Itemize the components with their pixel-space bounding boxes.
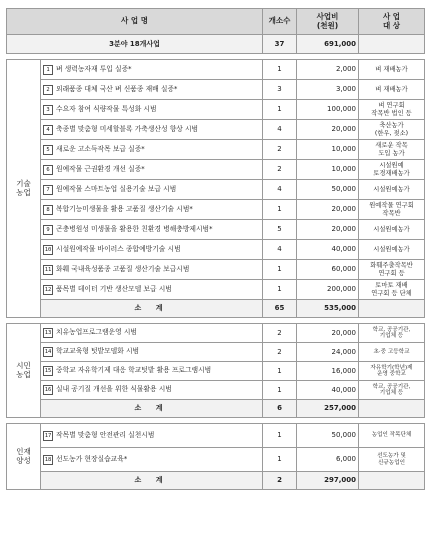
target-line1: 학교, 공공기관, bbox=[372, 326, 411, 333]
item-number-badge: 15 bbox=[44, 368, 52, 374]
count-cell: 1 bbox=[263, 260, 297, 280]
project-name: 품목별 데이터 기반 생산모델 보급 시범 bbox=[56, 284, 172, 293]
subtotal-budget: 257,000 bbox=[297, 400, 359, 418]
table-row bbox=[7, 280, 425, 300]
project-name: 복합기능미생물을 활용 고품질 생산기술 시범* bbox=[56, 204, 193, 213]
subtotal-count: 6 bbox=[263, 400, 297, 418]
target-line1: 선도농가 및 bbox=[377, 453, 406, 460]
project-name-cell bbox=[41, 280, 263, 300]
project-name: 시설원예작물 바이러스 종합예방기술 시범 bbox=[56, 244, 181, 253]
header-target-line1: 사 업 bbox=[382, 11, 401, 21]
budget-cell: 50,000 bbox=[297, 424, 359, 448]
subtotal-label: 소 계 bbox=[41, 300, 263, 318]
target-line2: 운영 중학교 bbox=[377, 371, 406, 377]
budget-cell: 60,000 bbox=[297, 260, 359, 280]
table-row bbox=[7, 362, 425, 381]
table-row bbox=[7, 448, 425, 472]
header-target-line2: 대 상 bbox=[382, 20, 401, 30]
table-row bbox=[7, 381, 425, 400]
budget-cell: 20,000 bbox=[297, 120, 359, 140]
subtotal-row bbox=[7, 472, 425, 490]
project-name: 화훼 국내육성품종 고품질 생산기술 보급시범 bbox=[56, 264, 190, 273]
target-cell bbox=[359, 240, 425, 260]
target-line2: 작목반 법인 등 bbox=[371, 109, 412, 117]
total-label: 3분야 18개사업 bbox=[7, 35, 263, 54]
total-target-empty bbox=[359, 35, 425, 54]
target-line1: 벼 재배농가 bbox=[375, 65, 408, 73]
count-cell: 4 bbox=[263, 180, 297, 200]
project-name-cell bbox=[41, 324, 263, 343]
subtotal-label: 소 계 bbox=[41, 472, 263, 490]
project-name-cell bbox=[41, 448, 263, 472]
project-name: 학교교육형 텃밭모델화 시범 bbox=[56, 347, 140, 356]
subtotal-target-empty bbox=[359, 400, 425, 418]
total-row bbox=[7, 35, 425, 54]
target-line1: 시설원예농가 bbox=[373, 245, 410, 253]
table-row bbox=[7, 200, 425, 220]
project-name: 수요자 참여 식량작물 특성화 시범 bbox=[56, 104, 157, 113]
item-number-badge: 7 bbox=[43, 185, 53, 195]
item-number-badge: 2 bbox=[43, 85, 53, 95]
target-cell bbox=[359, 200, 425, 220]
category-line1: 기술 bbox=[16, 178, 31, 188]
table-row bbox=[7, 140, 425, 160]
header-target bbox=[359, 9, 425, 35]
total-budget: 691,000 bbox=[297, 35, 359, 54]
target-line1: 시설원예농가 bbox=[373, 185, 410, 193]
count-cell: 1 bbox=[263, 381, 297, 400]
subtotal-row bbox=[7, 300, 425, 318]
count-cell: 5 bbox=[263, 220, 297, 240]
budget-cell: 10,000 bbox=[297, 140, 359, 160]
target-line2: 도입 농가 bbox=[378, 149, 405, 157]
target-cell bbox=[359, 180, 425, 200]
item-number-badge: 14 bbox=[44, 349, 52, 355]
count-cell: 4 bbox=[263, 120, 297, 140]
count-cell: 2 bbox=[263, 324, 297, 343]
project-name-cell bbox=[41, 424, 263, 448]
total-count: 37 bbox=[263, 35, 297, 54]
project-name: 치유농업프로그램운영 시범 bbox=[56, 328, 137, 337]
header-budget-line2: (천원) bbox=[316, 20, 339, 30]
project-table bbox=[6, 8, 425, 490]
target-line1: 벼 연구회 bbox=[378, 102, 405, 110]
table-row bbox=[7, 120, 425, 140]
budget-cell: 10,000 bbox=[297, 160, 359, 180]
project-name: 선도농가 현장실습교육* bbox=[56, 454, 128, 463]
project-name: 원예작물 근권환경 개선 실증* bbox=[56, 164, 145, 173]
target-cell bbox=[359, 424, 425, 448]
project-name-cell bbox=[41, 220, 263, 240]
budget-cell: 40,000 bbox=[297, 240, 359, 260]
budget-cell: 6,000 bbox=[297, 448, 359, 472]
project-name: 새로운 고소득작목 보급 실증* bbox=[56, 144, 145, 153]
budget-cell: 2,000 bbox=[297, 60, 359, 80]
item-number-badge: 8 bbox=[43, 205, 53, 215]
subtotal-target-empty bbox=[359, 472, 425, 490]
target-cell bbox=[359, 260, 425, 280]
target-cell bbox=[359, 220, 425, 240]
project-name: 실내 공기질 개선을 위한 식물활용 시범 bbox=[56, 385, 172, 394]
budget-cell: 40,000 bbox=[297, 381, 359, 400]
subtotal-label: 소 계 bbox=[41, 400, 263, 418]
item-number-badge: 5 bbox=[43, 145, 53, 155]
project-name-cell bbox=[41, 180, 263, 200]
budget-cell: 16,000 bbox=[297, 362, 359, 381]
project-name-cell bbox=[41, 200, 263, 220]
target-line1: 시설원예 bbox=[379, 162, 404, 170]
budget-cell: 20,000 bbox=[297, 200, 359, 220]
item-number-badge: 18 bbox=[44, 456, 52, 463]
budget-cell: 100,000 bbox=[297, 100, 359, 120]
target-line1: 축산농가 bbox=[379, 122, 404, 130]
category-cell bbox=[7, 324, 41, 418]
table-row bbox=[7, 60, 425, 80]
header-budget bbox=[297, 9, 359, 35]
item-number-badge: 3 bbox=[43, 105, 53, 115]
subtotal-budget: 297,000 bbox=[297, 472, 359, 490]
count-cell: 2 bbox=[263, 343, 297, 362]
target-line1: 농업인 작목단체 bbox=[371, 432, 412, 439]
budget-cell: 20,000 bbox=[297, 324, 359, 343]
target-line1: 새로운 작목 bbox=[375, 142, 408, 150]
table-row bbox=[7, 240, 425, 260]
table-row bbox=[7, 80, 425, 100]
target-line1: 시설원예농가 bbox=[373, 225, 410, 233]
target-cell bbox=[359, 381, 425, 400]
target-cell bbox=[359, 448, 425, 472]
project-name-cell bbox=[41, 240, 263, 260]
target-cell bbox=[359, 362, 425, 381]
target-cell bbox=[359, 324, 425, 343]
target-line2: 연구회 등 bbox=[378, 269, 405, 277]
count-cell: 4 bbox=[263, 240, 297, 260]
subtotal-count: 2 bbox=[263, 472, 297, 490]
target-line1: 화훼주출작목반 bbox=[370, 262, 413, 270]
target-line2: 연구회 등 단체 bbox=[371, 289, 412, 297]
count-cell: 2 bbox=[263, 160, 297, 180]
budget-cell: 24,000 bbox=[297, 343, 359, 362]
category-line2: 농업 bbox=[16, 369, 31, 379]
budget-cell: 3,000 bbox=[297, 80, 359, 100]
target-line1: 학교, 공공기관, bbox=[372, 383, 411, 390]
category-line1: 인재 bbox=[16, 446, 31, 456]
project-name: 곤충병원성 미생물을 활용한 친환경 병해충방제시범* bbox=[56, 224, 213, 233]
project-name-cell bbox=[41, 260, 263, 280]
target-line2: 기업체 등 bbox=[379, 333, 404, 339]
count-cell: 1 bbox=[263, 100, 297, 120]
project-name-cell bbox=[41, 120, 263, 140]
header-project-name: 사 업 명 bbox=[7, 9, 263, 35]
subtotal-target-empty bbox=[359, 300, 425, 318]
budget-cell: 20,000 bbox=[297, 220, 359, 240]
target-line2: 작목반 bbox=[382, 209, 401, 217]
project-name-cell bbox=[41, 343, 263, 362]
target-line2: 토경재배농가 bbox=[373, 169, 410, 177]
project-name: 중학교 자유학기제 대응 학교텃밭 활용 프로그램시범 bbox=[56, 366, 212, 375]
table-row bbox=[7, 220, 425, 240]
budget-cell: 50,000 bbox=[297, 180, 359, 200]
budget-cell: 200,000 bbox=[297, 280, 359, 300]
target-cell bbox=[359, 120, 425, 140]
project-name-cell bbox=[41, 381, 263, 400]
project-name: 작목별 맞춤형 안전관리 실천시범 bbox=[56, 430, 155, 439]
item-number-badge: 11 bbox=[44, 266, 52, 273]
target-line2: 기업체 등 bbox=[379, 390, 404, 396]
category-line2: 양성 bbox=[16, 455, 31, 465]
target-line1: 초·중 고등학교 bbox=[373, 348, 410, 355]
subtotal-row bbox=[7, 400, 425, 418]
target-cell bbox=[359, 140, 425, 160]
project-name: 축종별 맞춤형 미세할블록 가축생산성 향상 시범 bbox=[56, 124, 199, 133]
category-line2: 농업 bbox=[16, 187, 31, 197]
target-cell bbox=[359, 80, 425, 100]
target-line1: 자유학기(학년)제 bbox=[370, 364, 413, 371]
header-count: 개소수 bbox=[263, 9, 297, 35]
item-number-badge: 12 bbox=[44, 286, 52, 293]
item-number-badge: 13 bbox=[44, 330, 52, 336]
project-name-cell bbox=[41, 60, 263, 80]
item-number-badge: 4 bbox=[43, 125, 53, 135]
project-name-cell bbox=[41, 160, 263, 180]
count-cell: 1 bbox=[263, 362, 297, 381]
target-cell bbox=[359, 280, 425, 300]
target-line1: 벼 재배농가 bbox=[375, 85, 408, 93]
table-row bbox=[7, 260, 425, 280]
target-cell bbox=[359, 60, 425, 80]
item-number-badge: 1 bbox=[43, 65, 53, 75]
target-cell bbox=[359, 160, 425, 180]
header-row bbox=[7, 9, 425, 35]
project-name: 벼 생력농자재 투입 실증* bbox=[56, 64, 132, 73]
project-name: 원예작물 스마트농업 실용기술 보급 시범 bbox=[56, 184, 177, 193]
header-budget-line1: 사업비 bbox=[316, 11, 339, 21]
project-name-cell bbox=[41, 362, 263, 381]
item-number-badge: 6 bbox=[43, 165, 53, 175]
project-name-cell bbox=[41, 80, 263, 100]
item-number-badge: 9 bbox=[43, 225, 53, 235]
subtotal-count: 65 bbox=[263, 300, 297, 318]
table-row bbox=[7, 343, 425, 362]
item-number-badge: 16 bbox=[44, 387, 52, 393]
table-row bbox=[7, 324, 425, 343]
table-row bbox=[7, 100, 425, 120]
project-name-cell bbox=[41, 140, 263, 160]
table-row bbox=[7, 424, 425, 448]
category-cell bbox=[7, 424, 41, 490]
item-number-badge: 17 bbox=[44, 432, 52, 439]
category-line1: 시민 bbox=[16, 360, 31, 370]
project-name: 외래품종 대체 국산 벼 신품종 재배 실증* bbox=[56, 84, 178, 93]
target-line1: 토마토 재배 bbox=[375, 282, 408, 290]
target-cell bbox=[359, 343, 425, 362]
count-cell: 2 bbox=[263, 140, 297, 160]
project-name-cell bbox=[41, 100, 263, 120]
target-line2: 신규농업인 bbox=[377, 459, 406, 466]
item-number-badge: 10 bbox=[44, 246, 52, 253]
table-row bbox=[7, 160, 425, 180]
subtotal-budget: 535,000 bbox=[297, 300, 359, 318]
target-line1: 원예작물 연구회 bbox=[369, 202, 414, 210]
target-line2: (한우, 젖소) bbox=[374, 129, 409, 137]
count-cell: 1 bbox=[263, 424, 297, 448]
count-cell: 1 bbox=[263, 280, 297, 300]
count-cell: 3 bbox=[263, 80, 297, 100]
table-row bbox=[7, 180, 425, 200]
target-cell bbox=[359, 100, 425, 120]
category-cell bbox=[7, 60, 41, 318]
count-cell: 1 bbox=[263, 200, 297, 220]
count-cell: 1 bbox=[263, 448, 297, 472]
count-cell: 1 bbox=[263, 60, 297, 80]
